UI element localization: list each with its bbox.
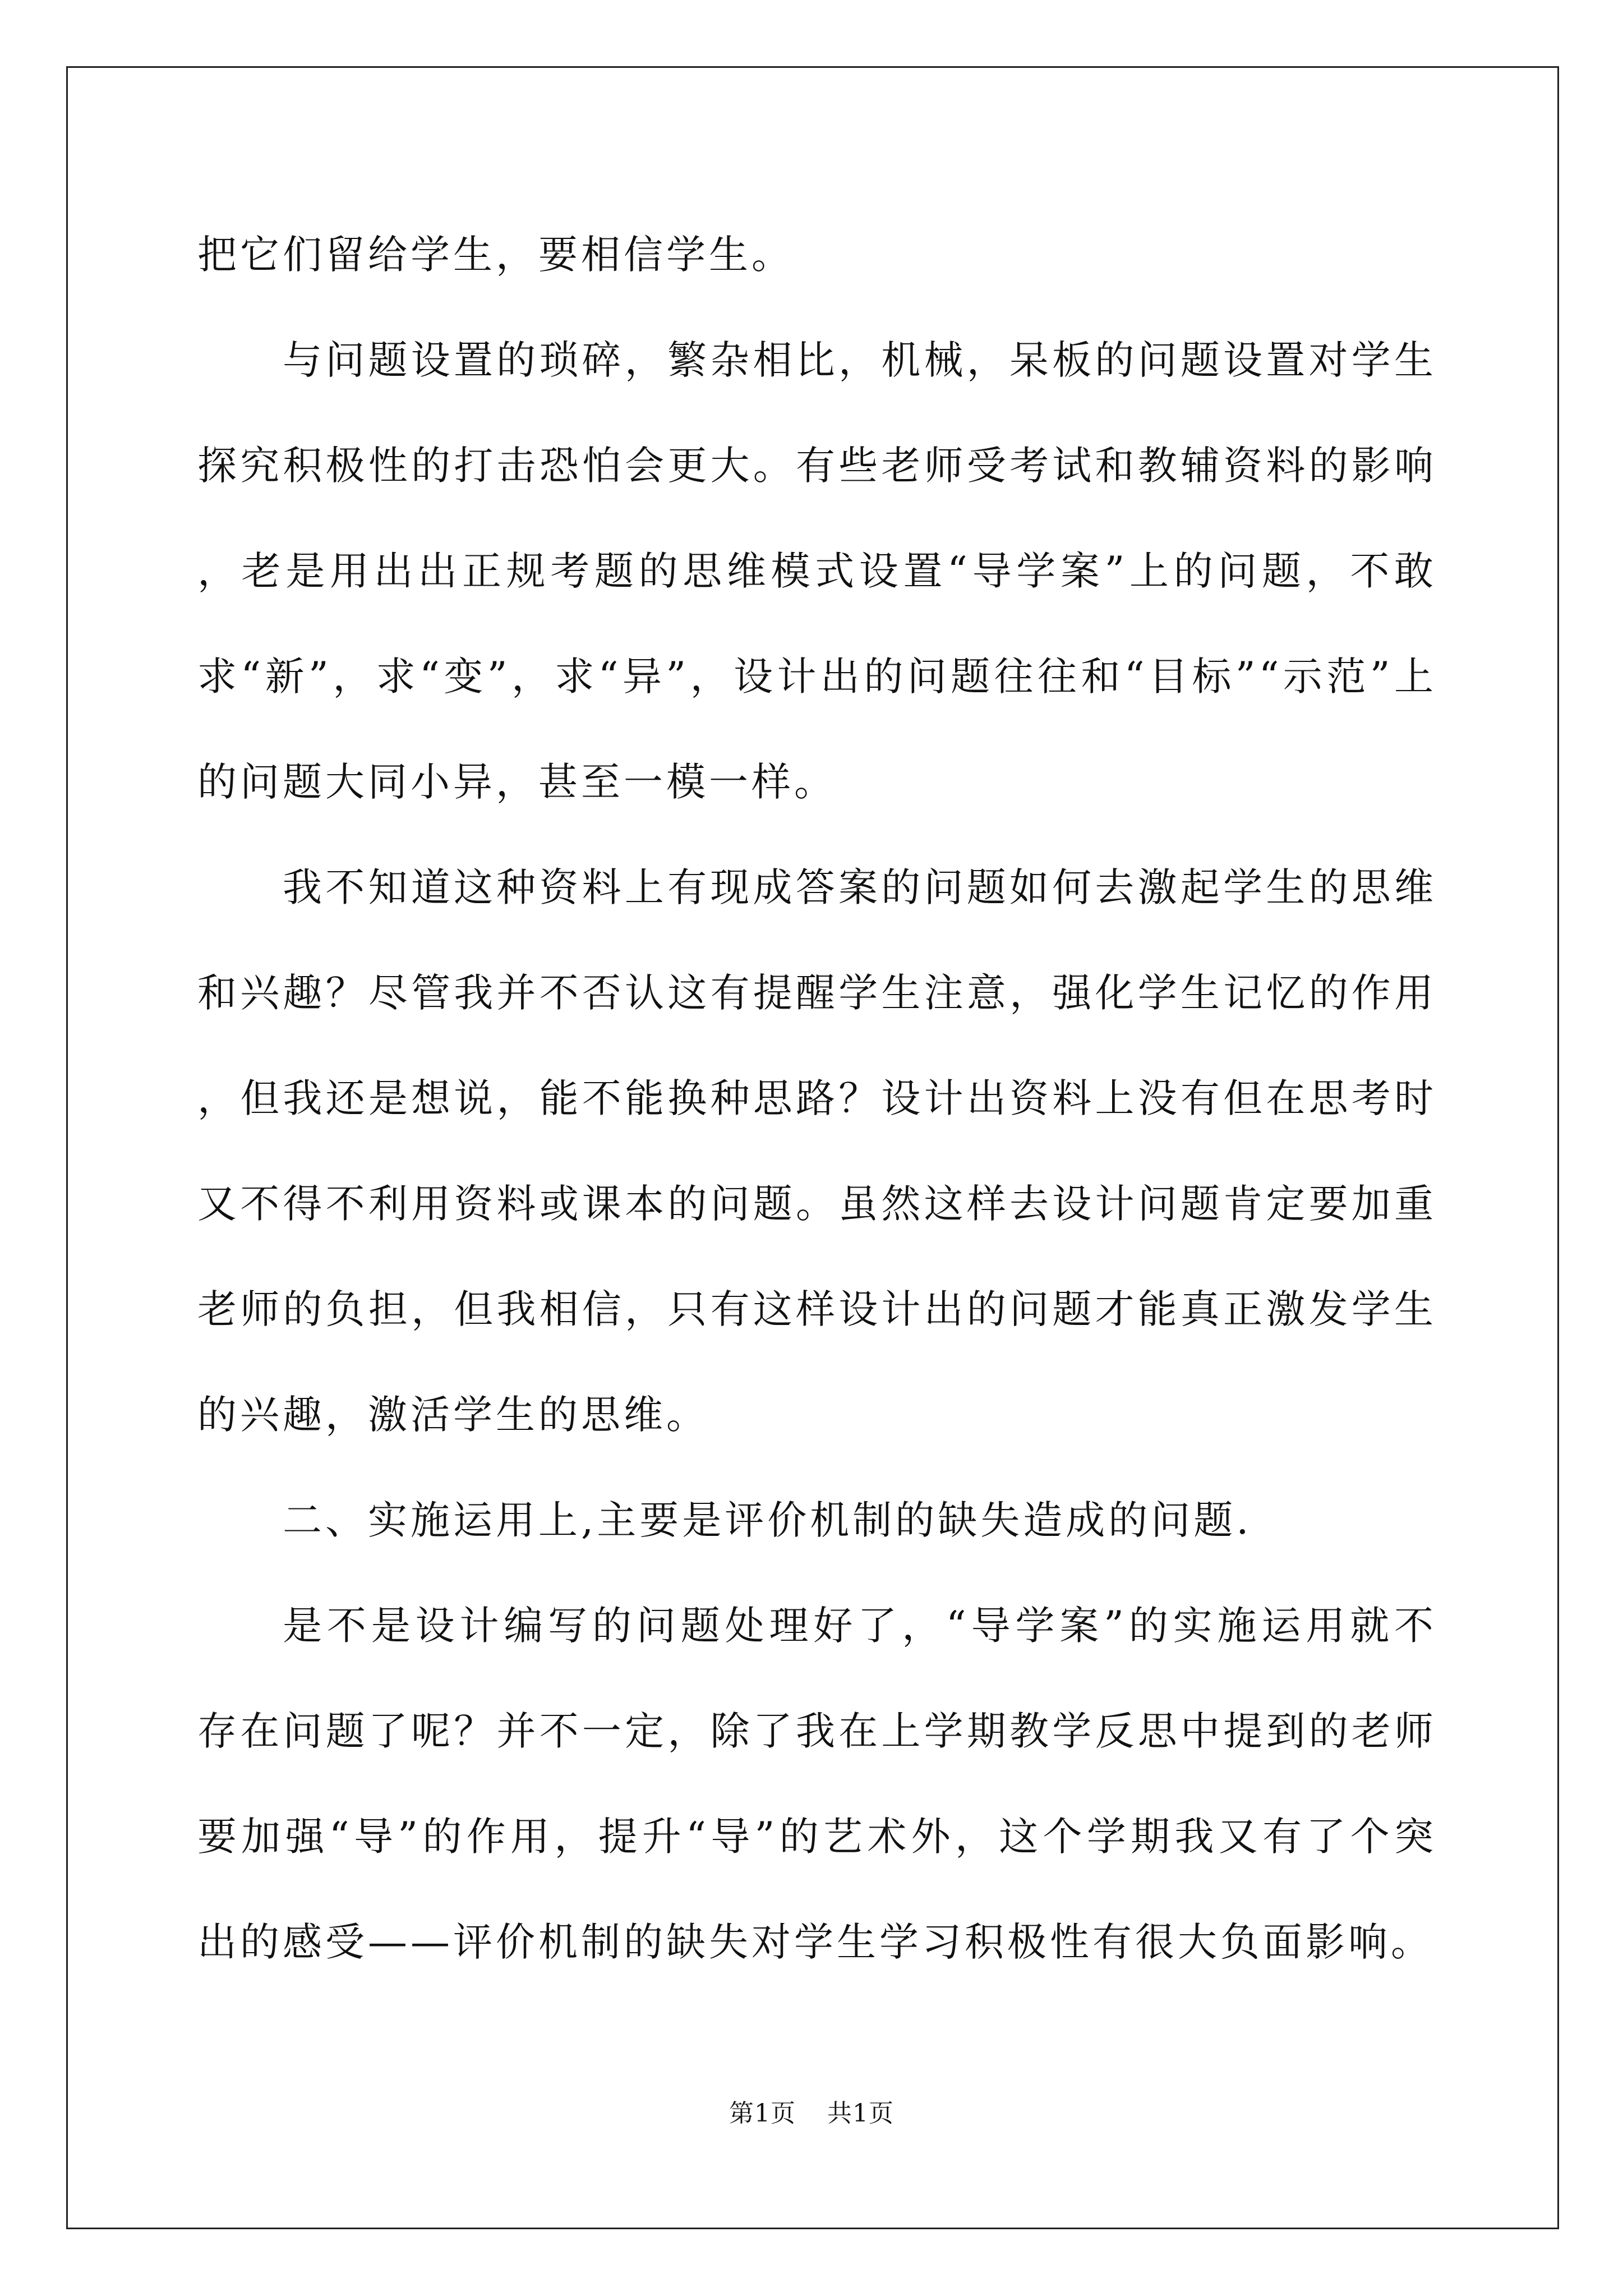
paragraph: 与问题设置的琐碎，繁杂相比，机械，呆板的问题设置对学生探究积极性的打击恐怕会更大。有些老师受考试和教辅资料的影响，老是用出出正规考题的思维模式设置“导学案”上的问题，不敢求“新”，求“变”，求“异”，设计出的问题往往和“目标”“示范”上的问题大同小异，甚至一模一样。 — [197, 337, 1437, 805]
page-footer — [0, 2097, 1623, 2131]
page-total: 共1页 — [827, 2099, 894, 2128]
paragraph: 是不是设计编写的问题处理好了，“导学案”的实施运用就不存在问题了呢？并不一定，除了我在上学期教学反思中提到的老师要加强“导”的作用，提升“导”的艺术外，这个学期我又有了个突出的感受——评价机制的缺失对学生学习积极性有很大负面影响。 — [197, 1603, 1437, 1965]
paragraph: 把它们留给学生，要相信学生。 — [197, 232, 794, 278]
document-body — [197, 202, 1437, 1995]
page-number: 第1页 — [729, 2099, 796, 2128]
section-heading: 二、实施运用上,主要是评价机制的缺失造成的问题. — [283, 1497, 1252, 1543]
paragraph: 我不知道这种资料上有现成答案的问题如何去激起学生的思维和兴趣？尽管我并不否认这有提醒学生注意，强化学生记忆的作用，但我还是想说，能不能换种思路？设计出资料上没有但在思考时又不得不利用资料或课本的问题。虽然这样去设计问题肯定要加重老师的负担，但我相信，只有这样设计出的问题才能真正激发学生的兴趣，激活学生的思维。 — [197, 864, 1437, 1438]
